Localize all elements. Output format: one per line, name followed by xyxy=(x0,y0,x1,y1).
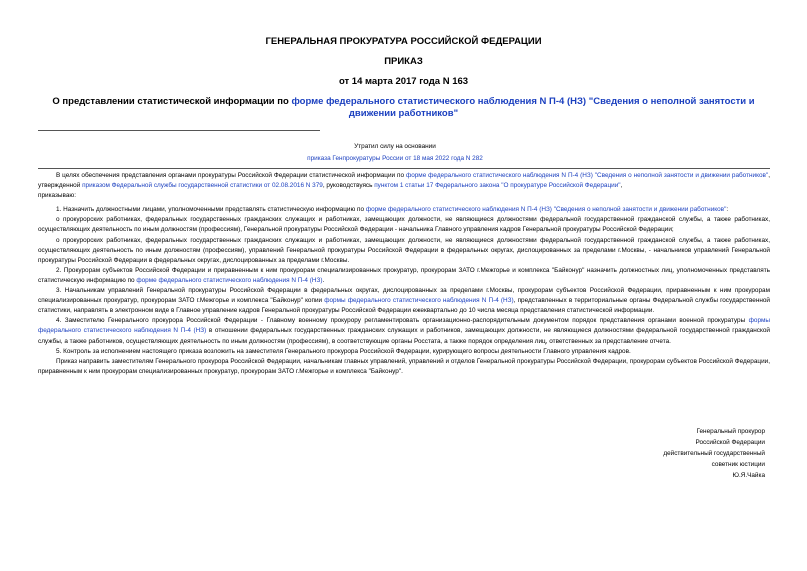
form-link[interactable]: форме федерального статистического наблюдения N П-4 (НЗ) "Сведения о неполной занятости и движении работников" xyxy=(405,172,769,179)
status-note xyxy=(290,141,500,165)
clause-3-text: 3. Начальникам управлений Генеральной прокуратуры Российской Федерации в федеральных округах, дислоцированных за пределами г.Москвы, прокурорам субъектов Российской Федерации, приравненным к ним прокурорам специализированных прокуратур, прокурорам ЗАТО г.Межгорье и комплекса "Байконур" копии xyxy=(38,287,770,305)
signature-country: Российской Федерации xyxy=(695,438,765,446)
signature-rank: действительный государственный xyxy=(663,449,765,457)
preamble-text: В целях обеспечения представления органами прокуратуры Российской Федерации статистической информации по xyxy=(56,172,406,179)
clause-1-text: 1. Назначить должностными лицами, уполномоченными представлять статистическую информацию по xyxy=(56,206,366,214)
clause-3 xyxy=(38,286,770,316)
clause-4 xyxy=(38,316,770,346)
clause-1-colon: : xyxy=(726,206,729,214)
law-article-link[interactable]: пунктом 1 статьи 17 Федерального закона "О прокуратуре Российской Федерации" xyxy=(374,182,621,190)
document-date-number: от 14 марта 2017 года N 163 xyxy=(338,76,469,87)
clause-3-text-2: , представленных в территориальные органы Федеральной службы государственной статистики, направлять в электронном виде в Главное управление кадров Генеральной прокуратуры Российской Федерации ежеквартально до 10 числа месяца представления статистической информации. xyxy=(38,297,771,315)
clause-5: 5. Контроль за исполнением настоящего приказа возложить на заместителя Генерального прокурора Российской Федерации, курирующего вопросы деятельности Главного управления кадров. xyxy=(56,347,631,355)
signature-position: Генеральный прокурор xyxy=(696,428,765,435)
clause-1-item-a: о прокурорских работниках, федеральных государственных гражданских служащих и работниках, замещающих должности, не являющиеся должностями федеральной государственной гражданской службы, а также работниках, осуществляющих деятельность по иным должностям (профессиям), Генеральной прокуратуры Российской Федерации - начальника Главного управления кадров Генеральной прокуратуры Российской Федерации; xyxy=(38,216,770,234)
title-divider xyxy=(38,130,320,131)
clause-2 xyxy=(38,266,770,286)
status-note-link[interactable]: приказа Генпрокуратуры России от 18 мая 2022 года N 282 xyxy=(307,155,483,162)
document-type: ПРИКАЗ xyxy=(384,56,423,67)
clause-6: Приказ направить заместителям Генерального прокурора Российской Федерации, начальникам главных управлений, управлений и отделов Генеральной прокуратуры Российской Федерации, прокурорам субъектов Российской Федерации, приравненным к ним прокурорам специализированных прокуратур, прокурорам ЗАТО г.Межгорье и комплекса "Байконур". xyxy=(38,357,770,375)
note-divider xyxy=(38,168,770,169)
clause-2-end: . xyxy=(322,276,325,284)
clause-4-text-2: в отношении федеральных государственных гражданских служащих и работников, замещающих должности, не являющиеся должностями федеральной государственной гражданской службы, а также работников, осуществляющих деятельность по иным должностям (профессиям), в соответствующие органы Росстата, а также порядок определения лиц, ответственных за представление отчета. xyxy=(38,327,770,345)
issuing-authority: ГЕНЕРАЛЬНАЯ ПРОКУРАТУРА РОССИЙСКОЙ ФЕДЕРАЦИИ xyxy=(265,36,542,47)
clause-1-form-link[interactable]: форме федерального статистического наблюдения N П-4 (НЗ) "Сведения о неполной занятости и движении работников" xyxy=(365,206,727,214)
order-word: приказываю: xyxy=(38,192,76,200)
status-note-text: Утратил силу на основании xyxy=(354,143,436,150)
clause-2-text: 2. Прокурорам субъектов Российской Федерации и приравненным к ним прокурорам специализированных прокуратур, прокурорам ЗАТО г.Межгорье и комплекса "Байконур" назначить должностных лиц, уполномоченных представлять статистическую информацию по xyxy=(38,266,770,284)
clause-1-item-b: о прокурорских работниках, федеральных государственных гражданских служащих и работниках, замещающих должности, не являющиеся должностями федеральной государственной гражданской службы, а также работниках, осуществляющих деятельность по иным должностям (профессиям), управлений Генеральной прокуратуры Российской Федерации в федеральных округах, дислоцированных за пределами г.Москвы, - начальников управлений Генеральной прокуратуры Российской Федерации в федеральных округах, дислоцированных за пределами г.Москвы. xyxy=(38,236,770,264)
rosstat-order-link[interactable]: приказом Федеральной службы государственной статистики от 02.08.2016 N 379 xyxy=(82,182,323,190)
preamble-text-4: , xyxy=(620,182,623,190)
signature-name: Ю.Я.Чайка xyxy=(732,471,765,479)
clause-2-form-link[interactable]: форме федерального статистического наблюдения N П-4 (НЗ) xyxy=(136,276,323,284)
preamble-text-3: , руководствуясь xyxy=(322,182,375,190)
document-title xyxy=(40,96,767,120)
title-form-link[interactable]: форме федерального статистического наблюдения N П-4 (НЗ) "Сведения о неполной занятости и движении работников" xyxy=(291,96,755,119)
preamble-paragraph xyxy=(38,171,770,191)
signature-block xyxy=(663,427,765,482)
document-body xyxy=(38,171,770,377)
signature-rank-2: советник юстиции xyxy=(711,460,765,468)
preamble-text-2: , утвержденной xyxy=(38,172,770,190)
clause-3-form-link[interactable]: формы федерального статистического наблюдения N П-4 (НЗ) xyxy=(324,297,514,305)
clause-4-text: 4. Заместителю Генерального прокурора Российской Федерации - Главному военному прокурору регламентировать организационно-распорядительным документом порядок представления органами военной прокуратуры xyxy=(56,317,749,325)
title-prefix: О представлении статистической информации по xyxy=(52,96,292,107)
clause-1 xyxy=(38,205,770,215)
clause-4-form-link[interactable]: формы федерального статистического наблюдения N П-4 (НЗ) xyxy=(38,317,770,335)
